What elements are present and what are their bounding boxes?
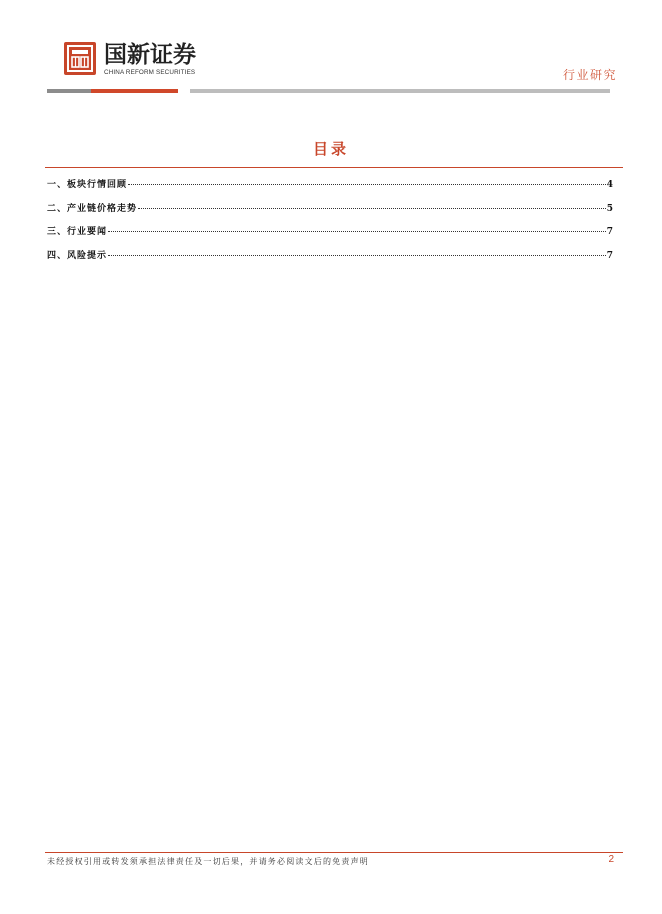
toc-entry-page: 5	[606, 203, 613, 214]
toc-title: 目录	[312, 140, 349, 158]
logo-company-name: 国新证券	[104, 42, 196, 68]
toc-entry-label: 四、风险提示	[47, 250, 108, 261]
logo-emblem-icon	[64, 42, 96, 75]
toc-entry[interactable]	[47, 248, 613, 272]
toc-entry[interactable]	[47, 177, 613, 201]
toc-entry-label: 一、板块行情回顾	[47, 180, 128, 190]
toc-entry-page: 4	[606, 180, 613, 190]
header-bar-gray	[47, 89, 91, 93]
page-number: 2	[608, 854, 614, 865]
toc-leader-dots	[108, 255, 606, 256]
logo-company-subtitle: CHINA REFORM SECURITIES	[104, 69, 196, 76]
report-category: 行业研究	[562, 68, 617, 82]
toc-entry-page: 7	[606, 227, 613, 237]
toc-entry-page: 7	[606, 250, 613, 261]
footer-divider	[45, 852, 623, 853]
toc-leader-dots	[138, 208, 606, 209]
toc-leader-dots	[128, 184, 606, 185]
company-logo	[64, 42, 204, 78]
table-of-contents	[47, 177, 613, 271]
toc-divider	[45, 167, 623, 168]
toc-entry[interactable]	[47, 201, 613, 225]
toc-entry-label: 三、行业要闻	[47, 227, 108, 237]
toc-entry[interactable]	[47, 224, 613, 248]
toc-leader-dots	[108, 231, 606, 232]
header-bar-light	[190, 89, 610, 93]
header-bar-accent	[91, 89, 178, 93]
toc-entry-label: 二、产业链价格走势	[47, 203, 138, 214]
footer-disclaimer: 未经授权引用或转发须承担法律责任及一切后果，并请务必阅读文后的免责声明	[47, 857, 369, 866]
